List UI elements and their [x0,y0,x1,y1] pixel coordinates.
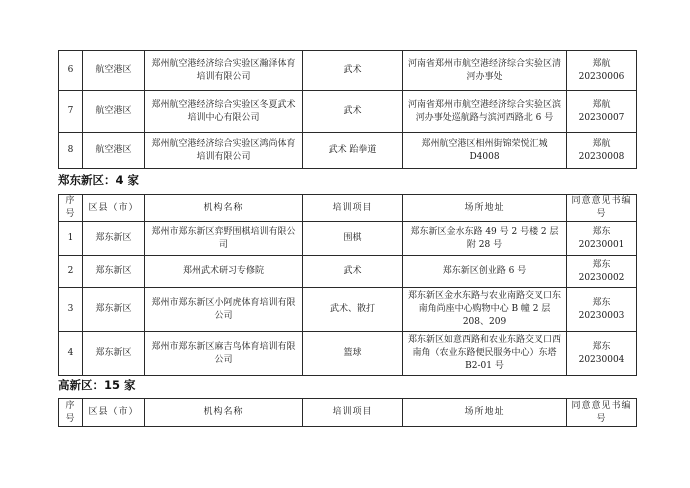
header-no: 序号 [59,399,83,427]
header-org: 机构名称 [145,399,303,427]
table-row [59,133,637,169]
cell-no: 2 [59,256,83,288]
cell-project: 武术、散打 [303,288,403,332]
cell-approval: 郑东 20230002 [567,256,637,288]
cell-org: 郑州航空港经济综合实验区瀚泽体育培训有限公司 [145,51,303,91]
cell-district: 郑东新区 [83,332,145,376]
table-row [59,288,637,332]
cell-no: 6 [59,51,83,91]
header-project: 培训项目 [303,399,403,427]
header-approval: 同意意见书编号 [567,399,637,427]
cell-approval: 郑东 20230004 [567,332,637,376]
cell-org: 郑州航空港经济综合实验区冬夏武术培训中心有限公司 [145,91,303,133]
table-gaoxin [58,398,637,427]
cell-no: 8 [59,133,83,169]
cell-project: 武术 跆拳道 [303,133,403,169]
cell-approval: 郑东 20230003 [567,288,637,332]
cell-district: 航空港区 [83,133,145,169]
table-row [59,91,637,133]
table-row [59,222,637,256]
cell-org: 郑州市郑东新区麻吉鸟体育培训有限公司 [145,332,303,376]
table-row [59,51,637,91]
cell-district: 郑东新区 [83,222,145,256]
table-header-row [59,399,637,427]
cell-approval: 郑东 20230001 [567,222,637,256]
cell-no: 4 [59,332,83,376]
cell-org: 郑州航空港经济综合实验区鸿尚体育培训有限公司 [145,133,303,169]
cell-project: 武术 [303,256,403,288]
header-no: 序号 [59,195,83,222]
cell-project: 武术 [303,91,403,133]
table-row [59,256,637,288]
cell-no: 7 [59,91,83,133]
header-approval: 同意意见书编号 [567,195,637,222]
header-project: 培训项目 [303,195,403,222]
cell-org: 郑州市郑东新区弈野围棋培训有限公司 [145,222,303,256]
cell-district: 郑东新区 [83,256,145,288]
cell-org: 郑州武术研习专修院 [145,256,303,288]
table-aviation-port [58,50,637,169]
cell-org: 郑州市郑东新区小阿虎体育培训有限公司 [145,288,303,332]
cell-address: 河南省郑州市航空港经济综合实验区滨河办事处巡航路与滨河西路北 6 号 [403,91,567,133]
header-org: 机构名称 [145,195,303,222]
cell-district: 航空港区 [83,51,145,91]
cell-district: 郑东新区 [83,288,145,332]
cell-approval: 郑航 20230007 [567,91,637,133]
cell-address: 河南省郑州市航空港经济综合实验区清河办事处 [403,51,567,91]
cell-address: 郑东新区如意西路和农业东路交叉口西南角（农业东路便民服务中心）东塔 B2-01 号 [403,332,567,376]
table-header-row [59,195,637,222]
cell-address: 郑东新区金水东路与农业南路交叉口东南角尚座中心购物中心 B 幢 2 层 208、209 [403,288,567,332]
table-row [59,332,637,376]
header-address: 场所地址 [403,399,567,427]
cell-approval: 郑航 20230006 [567,51,637,91]
table-zhengdong [58,194,637,376]
cell-address: 郑州航空港区相州街锦荣悦汇城 D4008 [403,133,567,169]
cell-project: 篮球 [303,332,403,376]
section-title-gaoxin: 高新区：15 家 [58,378,136,392]
cell-address: 郑东新区创业路 6 号 [403,256,567,288]
cell-no: 3 [59,288,83,332]
header-district: 区县（市） [83,195,145,222]
cell-project: 武术 [303,51,403,91]
section-title-zhengdong: 郑东新区：4 家 [58,173,140,187]
cell-project: 围棋 [303,222,403,256]
cell-address: 郑东新区金水东路 49 号 2 号楼 2 层附 28 号 [403,222,567,256]
header-district: 区县（市） [83,399,145,427]
cell-no: 1 [59,222,83,256]
cell-approval: 郑航 20230008 [567,133,637,169]
header-address: 场所地址 [403,195,567,222]
cell-district: 航空港区 [83,91,145,133]
